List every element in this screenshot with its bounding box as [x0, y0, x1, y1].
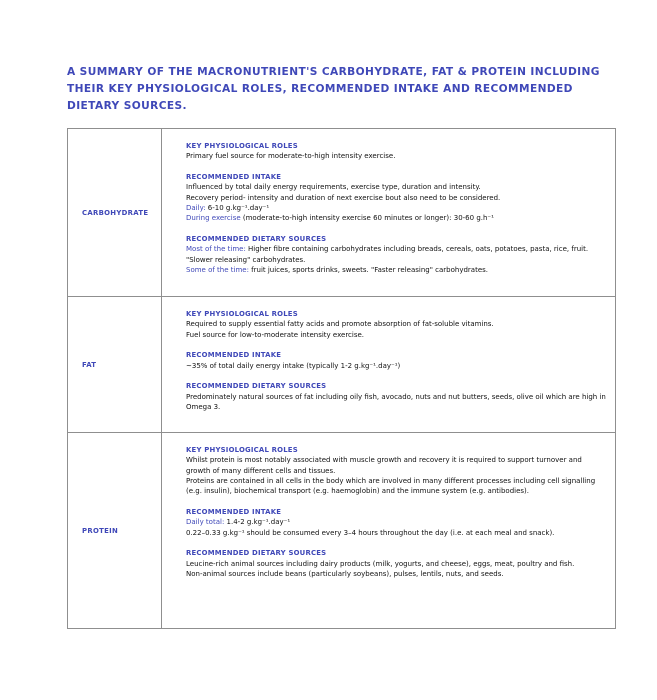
row-content-protein [162, 433, 616, 629]
text-line [186, 213, 607, 223]
text-line [186, 265, 607, 275]
intake-section [186, 350, 607, 371]
row-label-fat: FAT [68, 297, 162, 433]
text-line: Recovery period- intensity and duration of next exercise bout also need to be considered. [186, 193, 501, 202]
roles-section [186, 445, 607, 496]
text-line: Leucine-rich animal sources including dairy products (milk, yogurts, and cheese), eggs, meat, poultry and fish. [186, 559, 575, 568]
row-content-fat [162, 297, 616, 433]
section-heading: KEY PHYSIOLOGICAL ROLES [186, 142, 298, 150]
highlight-label: During exercise [186, 214, 241, 223]
table-row-carbohydrate [68, 129, 616, 297]
text-line: Predominately natural sources of fat including oily fish, avocado, nuts and nut butters, seeds, olive oil which are high in Omega 3. [186, 392, 606, 412]
section-heading: KEY PHYSIOLOGICAL ROLES [186, 310, 298, 318]
text-line: Fuel source for low-to-moderate intensity exercise. [186, 330, 365, 339]
highlight-label: Daily: [186, 203, 206, 212]
roles-section [186, 309, 607, 340]
text-line: Required to supply essential fatty acids and promote absorption of fat-soluble vitamins. [186, 320, 494, 329]
section-heading: RECOMMENDED INTAKE [186, 507, 282, 516]
row-label-carbohydrate: CARBOHYDRATE [68, 129, 162, 297]
roles-section [186, 141, 607, 162]
sources-section [186, 381, 607, 412]
text-value: (moderate-to-high intensity exercise 60 minutes or longer): 30-60 g.h⁻¹ [240, 214, 494, 223]
highlight-label: Some of the time: [186, 265, 249, 274]
section-heading: RECOMMENDED DIETARY SOURCES [186, 235, 327, 244]
section-heading: RECOMMENDED INTAKE [186, 351, 282, 360]
highlight-label: Daily total: [186, 518, 225, 527]
section-heading: KEY PHYSIOLOGICAL ROLES [186, 446, 298, 454]
section-heading: RECOMMENDED DIETARY SOURCES [186, 549, 327, 558]
text-line [186, 517, 607, 527]
row-label-protein: PROTEIN [68, 433, 162, 629]
text-value: fruit juices, sports drinks, sweets. "Faster releasing" carbohydrates. [248, 265, 489, 274]
text-line: Proteins are contained in all cells in the body which are involved in many different processes including cell signalling (e.g. insulin), biochemical transport (e.g. haemoglobin) and the immune system (e.g. antibodies). [186, 476, 596, 496]
row-content-carbohydrate [162, 129, 616, 297]
table-row-protein [68, 433, 616, 629]
text-line [186, 244, 607, 265]
text-line: Influenced by total daily energy requirements, exercise type, duration and intensity. [186, 183, 481, 192]
sources-section [186, 548, 607, 579]
text-line: Primary fuel source for moderate-to-high intensity exercise. [186, 152, 396, 161]
text-line: Non-animal sources include beans (particularly soybeans), pulses, lentils, nuts, and seeds. [186, 569, 504, 578]
text-line: Whilst protein is most notably associated with muscle growth and recovery it is required to support turnover and growth of many different cells and tissues. [186, 456, 582, 475]
text-line: 0.22–0.33 g.kg⁻¹ should be consumed every 3–4 hours throughout the day (i.e. at each meal and snack). [186, 528, 555, 537]
table-row-fat [68, 297, 616, 433]
intake-section [186, 172, 607, 223]
text-value: 1.4-2 g.kg⁻¹.day⁻¹ [224, 518, 291, 527]
text-line: ~35% of total daily energy intake (typically 1-2 g.kg⁻¹.day⁻¹) [186, 361, 401, 370]
text-value: 6-10 g.kg⁻¹.day⁻¹ [205, 203, 270, 212]
section-heading: RECOMMENDED INTAKE [186, 173, 282, 182]
text-value: Higher fibre containing carbohydrates including breads, cereals, oats, potatoes, pasta, rice, fruit. "Slower releasing" carbohydrates. [186, 245, 589, 264]
highlight-label: Most of the time: [186, 245, 246, 254]
text-line [186, 203, 607, 213]
intake-section [186, 507, 607, 538]
section-heading: RECOMMENDED DIETARY SOURCES [186, 382, 327, 391]
page-title: A SUMMARY OF THE MACRONUTRIENT'S CARBOHYDRATE, FAT & PROTEIN INCLUDING THEIR KEY PHYSIOLOGICAL ROLES, RECOMMENDED INTAKE AND RECOMMENDED DIETARY SOURCES. [67, 66, 600, 113]
macronutrient-table [67, 128, 616, 629]
sources-section [186, 234, 607, 275]
